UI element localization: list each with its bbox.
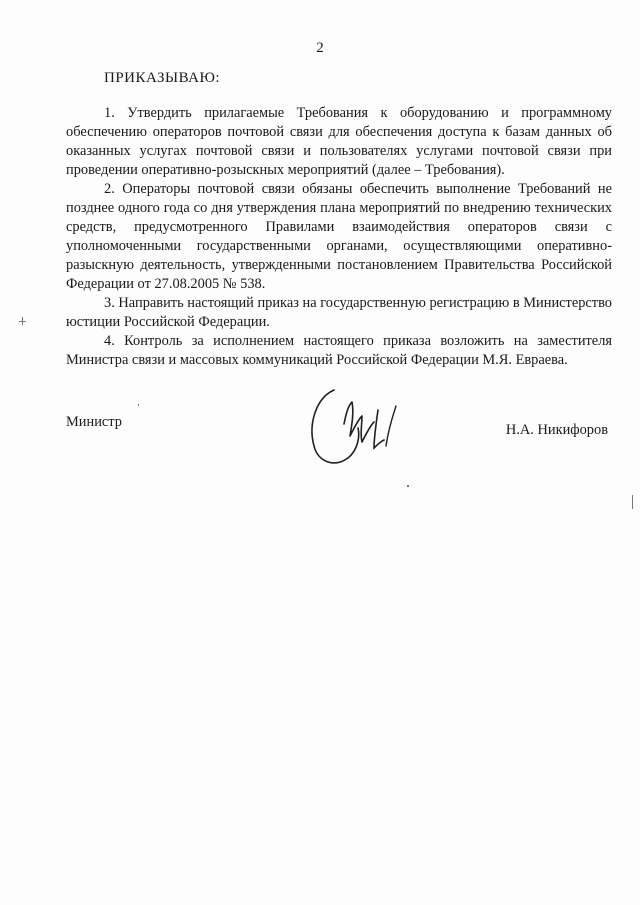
order-body [66, 104, 612, 370]
scan-speck [632, 495, 633, 509]
handwritten-signature [304, 384, 404, 470]
scan-speck [19, 321, 26, 322]
scan-speck [138, 404, 139, 406]
scan-speck [407, 485, 409, 487]
order-item-2: 2. Операторы почтовой связи обязаны обеспечить выполнение Требований не позднее одного года со дня утверждения плана мероприятий по внедрению технических средств, предусмотренного Правилами взаимодействия операторов связи с уполномоченными государственными органами, осуществляющими оперативно-разыскную деятельность, утвержденными постановлением Правительства Российской Федерации от 27.08.2005 № 538. [66, 181, 612, 292]
order-heading: ПРИКАЗЫВАЮ: [104, 70, 221, 86]
order-item-3: 3. Направить настоящий приказ на государственную регистрацию в Министерство юстиции Российской Федерации. [66, 295, 612, 330]
signatory-name: Н.А. Никифоров [505, 422, 608, 438]
order-item-4: 4. Контроль за исполнением настоящего приказа возложить на заместителя Министра связи и массовых коммуникаций Российской Федерации М.Я. Евраева. [66, 333, 612, 368]
page-number: 2 [316, 40, 324, 56]
signatory-title: Министр [66, 414, 122, 430]
order-item-1: 1. Утвердить прилагаемые Требования к оборудованию и программному обеспечению операторов почтовой связи для обеспечения доступа к базам данных об оказанных услугах почтовой связи и пользователях услугами почтовой связи при проведении оперативно-розыскных мероприятий (далее – Требования). [66, 105, 612, 178]
